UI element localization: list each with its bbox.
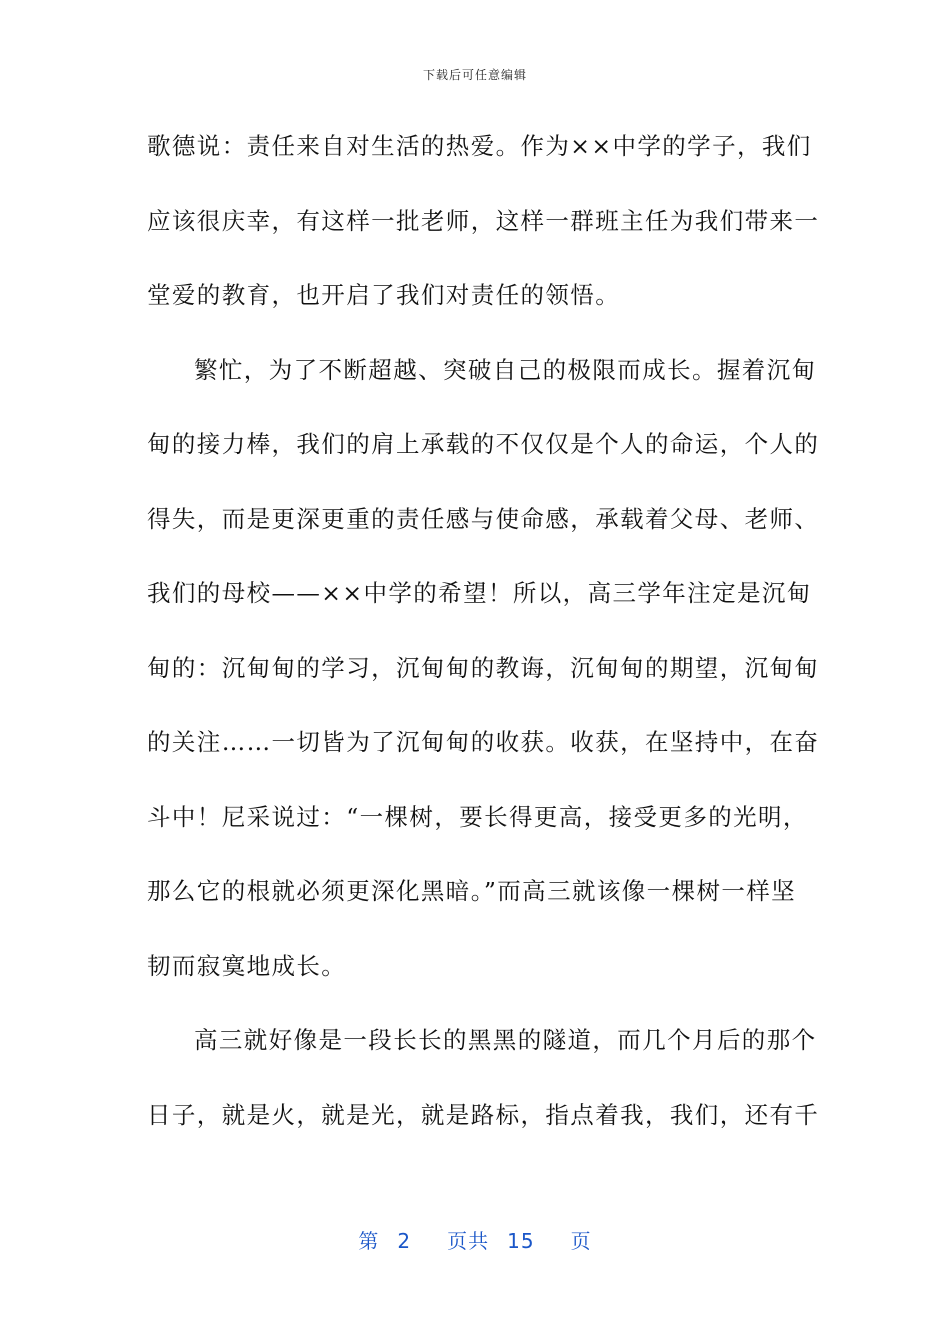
text-line: 甸的：沉甸甸的学习，沉甸甸的教诲，沉甸甸的期望，沉甸甸	[147, 653, 820, 682]
text-line: 繁忙，为了不断超越、突破自己的极限而成长。握着沉甸	[194, 355, 817, 384]
text-line: 的关注……一切皆为了沉甸甸的收获。收获，在坚持中，在奋	[147, 728, 820, 756]
footer-suffix: 页	[570, 1229, 592, 1253]
page-footer	[0, 1225, 950, 1254]
text-line: 甸的接力棒，我们的肩上承载的不仅仅是个人的命运，个人的	[147, 430, 820, 458]
footer-prefix: 第	[358, 1229, 380, 1253]
text-line: 韧而寂寞地成长。	[147, 951, 347, 980]
text-line: 日子，就是火，就是光，就是路标，指点着我，我们，还有千	[147, 1100, 820, 1129]
footer-page-number: 2	[397, 1229, 412, 1253]
text-line: 歌德说：责任来自对生活的热爱。作为××中学的学子，我们	[147, 132, 812, 160]
page-header: 下载后可任意编辑	[422, 68, 527, 82]
footer-total-pages: 15	[507, 1229, 535, 1253]
text-line: 应该很庆幸，有这样一批老师，这样一群班主任为我们带来一	[147, 206, 820, 235]
text-line: 得失，而是更深更重的责任感与使命感，承载着父母、老师、	[147, 504, 820, 533]
text-line: 我们的母校——××中学的希望！所以，高三学年注定是沉甸	[147, 579, 812, 607]
text-line: 斗中！尼采说过：“一棵树，要长得更高，接受更多的光明，	[147, 802, 808, 831]
text-line: 堂爱的教育，也开启了我们对责任的领悟。	[147, 281, 621, 309]
text-line: 高三就好像是一段长长的黑黑的隧道，而几个月后的那个	[194, 1026, 817, 1054]
text-line: 那么它的根就必须更深化黑暗。”而高三就该像一棵树一样坚	[147, 877, 797, 905]
footer-middle: 页共	[447, 1229, 490, 1253]
document-body	[147, 120, 820, 1163]
